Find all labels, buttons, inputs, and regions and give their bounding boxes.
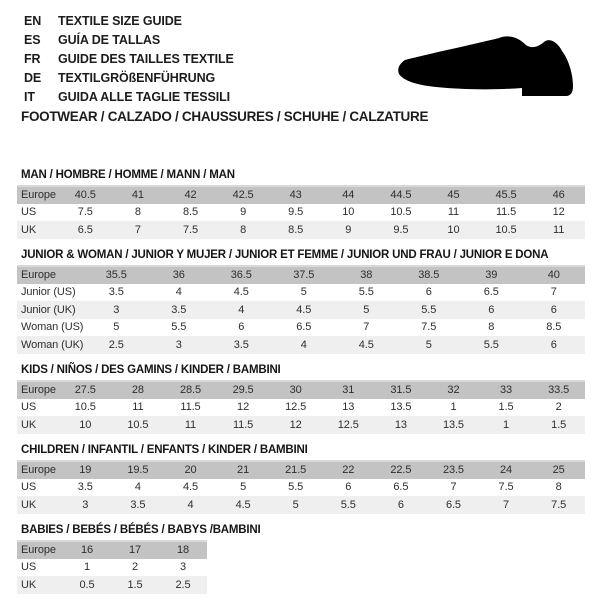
size-cell: 6.5 <box>77 223 93 236</box>
size-cell: 2 <box>131 561 139 574</box>
size-table-section-babies <box>17 525 585 594</box>
size-cell: 7.5 <box>551 498 567 511</box>
size-cell: 19 <box>79 464 92 477</box>
size-cell: 7 <box>363 321 370 334</box>
size-cell: 6 <box>397 498 404 511</box>
size-table-section-junior-woman <box>17 250 585 354</box>
size-cell: 4.5 <box>233 286 249 299</box>
size-cell: 2 <box>555 401 562 414</box>
table-row <box>17 381 585 399</box>
row-label: Europe <box>21 189 56 202</box>
size-table-junior-woman <box>17 265 585 354</box>
size-cell: 28.5 <box>179 384 201 397</box>
row-label: Woman (UK) <box>21 338 84 351</box>
size-cell: 1.5 <box>498 401 514 414</box>
table-row <box>17 399 585 417</box>
size-cell: 6.5 <box>445 498 461 511</box>
size-cell: 4 <box>134 481 141 494</box>
size-cell: 10.5 <box>74 401 96 414</box>
size-cell: 11 <box>132 401 144 414</box>
size-cell: 6.5 <box>393 481 409 494</box>
size-cell: 35.5 <box>105 269 127 282</box>
table-row <box>17 319 585 337</box>
size-cell: 4 <box>300 338 307 351</box>
size-cell: 8 <box>488 321 495 334</box>
size-cell: 1 <box>503 418 510 431</box>
row-label: US <box>21 481 37 494</box>
size-cell: 18 <box>176 544 190 557</box>
size-cell: 33 <box>500 384 513 397</box>
size-cell: 3.5 <box>108 286 124 299</box>
language-row-es <box>24 31 234 50</box>
size-table-section-kids <box>17 365 585 434</box>
category-heading: FOOTWEAR / CALZADO / CHAUSSURES / SCHUHE / CALZATURE <box>21 109 429 124</box>
size-cell: 3.5 <box>77 481 93 494</box>
table-row <box>17 266 585 284</box>
size-cell: 3.5 <box>130 498 146 511</box>
row-label: Europe <box>21 384 56 397</box>
section-title-junior-woman: JUNIOR & WOMAN / JUNIOR Y MUJER / JUNIOR ET FEMME / JUNIOR UND FRAU / JUNIOR E DONA <box>21 249 549 261</box>
size-cell: 7 <box>550 286 557 299</box>
size-cell: 10 <box>342 206 355 219</box>
size-tables <box>17 170 585 594</box>
size-cell: 6 <box>550 338 557 351</box>
row-label: UK <box>21 578 37 591</box>
size-cell: 32 <box>447 384 460 397</box>
language-row-it <box>24 88 234 107</box>
size-cell: 9.5 <box>288 206 304 219</box>
size-cell: 3.5 <box>233 338 249 351</box>
table-row <box>17 301 585 319</box>
size-cell: 12 <box>289 418 302 431</box>
size-cell: 3 <box>82 498 89 511</box>
size-cell: 6 <box>425 286 432 299</box>
size-cell: 39 <box>485 269 498 282</box>
size-cell: 5 <box>363 303 370 316</box>
size-cell: 4.5 <box>235 498 251 511</box>
language-code: EN <box>24 14 42 28</box>
size-cell: 5.5 <box>358 286 374 299</box>
size-cell: 13.5 <box>442 418 464 431</box>
size-cell: 10.5 <box>495 223 517 236</box>
row-label: Junior (UK) <box>21 303 76 316</box>
size-cell: 10 <box>447 223 460 236</box>
section-title-man: MAN / HOMBRE / HOMME / MANN / MAN <box>21 169 235 181</box>
size-cell: 5 <box>240 481 247 494</box>
language-title: TEXTILGRÖßENFÜHRUNG <box>58 71 216 85</box>
size-cell: 13 <box>342 401 355 414</box>
size-cell: 6 <box>488 303 495 316</box>
language-title: GUIDE DES TAILLES TEXTILE <box>58 52 234 66</box>
dress-shoe-icon <box>396 34 574 100</box>
size-cell: 4 <box>238 303 245 316</box>
table-row <box>17 204 585 222</box>
size-cell: 17 <box>128 544 142 557</box>
size-cell: 5.5 <box>483 338 499 351</box>
size-cell: 40 <box>547 269 560 282</box>
size-cell: 8 <box>134 206 141 219</box>
size-cell: 23.5 <box>442 464 464 477</box>
size-cell: 31 <box>342 384 355 397</box>
size-cell: 5.5 <box>340 498 356 511</box>
size-cell: 36.5 <box>230 269 252 282</box>
size-cell: 7.5 <box>421 321 437 334</box>
table-row <box>17 461 585 479</box>
size-cell: 6 <box>238 321 245 334</box>
size-cell: 12 <box>237 401 250 414</box>
size-cell: 8 <box>240 223 247 236</box>
size-cell: 10.5 <box>127 418 149 431</box>
size-cell: 8.5 <box>288 223 304 236</box>
size-cell: 9.5 <box>393 223 409 236</box>
size-table-man <box>17 185 585 239</box>
size-cell: 5 <box>113 321 120 334</box>
size-cell: 7 <box>134 223 141 236</box>
row-label: UK <box>21 498 37 511</box>
size-cell: 40.5 <box>74 189 96 202</box>
language-code: IT <box>24 90 35 104</box>
size-table-kids <box>17 380 585 434</box>
language-title: GUÍA DE TALLAS <box>58 33 161 47</box>
size-cell: 5.5 <box>288 481 304 494</box>
size-cell: 9 <box>240 206 247 219</box>
size-cell: 1 <box>450 401 457 414</box>
size-cell: 3 <box>113 303 120 316</box>
size-cell: 5.5 <box>171 321 187 334</box>
row-label: Europe <box>21 269 56 282</box>
table-row <box>17 336 585 354</box>
size-cell: 6 <box>345 481 352 494</box>
table-row <box>17 496 585 514</box>
size-cell: 4.5 <box>358 338 374 351</box>
size-cell: 2.5 <box>175 578 191 591</box>
language-title-list <box>24 12 234 107</box>
language-row-fr <box>24 50 234 69</box>
size-cell: 27.5 <box>74 384 96 397</box>
size-cell: 13.5 <box>390 401 412 414</box>
table-row <box>17 221 585 239</box>
size-cell: 43 <box>289 189 302 202</box>
size-cell: 7.5 <box>498 481 514 494</box>
size-table-children <box>17 460 585 514</box>
row-label: UK <box>21 418 37 431</box>
size-cell: 12.5 <box>285 401 307 414</box>
size-cell: 11.5 <box>495 206 517 219</box>
size-cell: 1.5 <box>551 418 567 431</box>
size-cell: 1.5 <box>127 578 143 591</box>
size-cell: 6 <box>550 303 557 316</box>
size-table-babies <box>17 540 207 594</box>
section-title-children: CHILDREN / INFANTIL / ENFANTS / KINDER / BAMBINI <box>21 444 308 456</box>
size-cell: 31.5 <box>390 384 412 397</box>
size-cell: 19.5 <box>127 464 149 477</box>
language-row-de <box>24 69 234 88</box>
size-cell: 41 <box>131 189 144 202</box>
size-cell: 8 <box>555 481 562 494</box>
size-cell: 45 <box>447 189 460 202</box>
row-label: Europe <box>21 464 56 477</box>
size-cell: 8.5 <box>546 321 562 334</box>
size-table-section-children <box>17 445 585 514</box>
size-cell: 21.5 <box>285 464 307 477</box>
size-cell: 1 <box>83 561 91 574</box>
size-cell: 22 <box>342 464 355 477</box>
size-cell: 4.5 <box>182 481 198 494</box>
row-label: Woman (US) <box>21 321 84 334</box>
table-row <box>17 559 207 577</box>
table-row <box>17 284 585 302</box>
size-cell: 5.5 <box>421 303 437 316</box>
size-cell: 6.5 <box>483 286 499 299</box>
row-label: US <box>21 206 37 219</box>
size-cell: 12 <box>552 206 565 219</box>
table-row <box>17 576 207 594</box>
size-cell: 22.5 <box>390 464 412 477</box>
size-cell: 0.5 <box>79 578 95 591</box>
size-cell: 21 <box>237 464 250 477</box>
size-cell: 16 <box>80 544 94 557</box>
size-cell: 25 <box>552 464 565 477</box>
size-cell: 3 <box>179 561 187 574</box>
size-cell: 7 <box>450 481 457 494</box>
size-cell: 46 <box>552 189 565 202</box>
language-row-en <box>24 12 234 31</box>
section-title-kids: KIDS / NIÑOS / DES GAMINS / KINDER / BAMBINI <box>21 364 281 376</box>
size-cell: 33.5 <box>548 384 570 397</box>
size-cell: 11 <box>184 418 197 431</box>
size-cell: 13 <box>394 418 407 431</box>
language-title: GUIDA ALLE TAGLIE TESSILI <box>58 90 231 104</box>
row-label: US <box>21 561 37 574</box>
size-cell: 28 <box>131 384 144 397</box>
size-cell: 11.5 <box>180 401 201 414</box>
size-cell: 10.5 <box>390 206 412 219</box>
size-cell: 2.5 <box>108 338 124 351</box>
row-label: Europe <box>21 544 56 557</box>
size-cell: 5 <box>300 286 307 299</box>
size-cell: 24 <box>500 464 513 477</box>
size-cell: 38 <box>360 269 373 282</box>
size-cell: 6.5 <box>296 321 312 334</box>
size-cell: 3.5 <box>171 303 187 316</box>
size-cell: 38.5 <box>418 269 440 282</box>
size-cell: 29.5 <box>232 384 254 397</box>
row-label: Junior (US) <box>21 286 76 299</box>
size-cell: 44.5 <box>390 189 412 202</box>
size-cell: 45.5 <box>495 189 517 202</box>
size-cell: 7.5 <box>182 223 198 236</box>
size-cell: 4.5 <box>296 303 312 316</box>
size-cell: 12.5 <box>337 418 359 431</box>
size-cell: 4 <box>175 286 182 299</box>
size-cell: 10 <box>79 418 92 431</box>
language-code: FR <box>24 52 41 66</box>
size-cell: 37.5 <box>293 269 315 282</box>
size-cell: 42.5 <box>232 189 254 202</box>
section-title-babies: BABIES / BEBÉS / BÉBÉS / BABYS /BAMBINI <box>21 524 261 536</box>
size-cell: 11 <box>447 206 460 219</box>
table-row <box>17 416 585 434</box>
size-cell: 7 <box>503 498 510 511</box>
size-cell: 8.5 <box>182 206 198 219</box>
language-code: ES <box>24 33 41 47</box>
table-row <box>17 541 207 559</box>
size-cell: 20 <box>184 464 197 477</box>
size-cell: 11 <box>553 223 565 236</box>
table-row <box>17 479 585 497</box>
language-code: DE <box>24 71 42 85</box>
size-cell: 4 <box>187 498 194 511</box>
size-cell: 11.5 <box>232 418 254 431</box>
size-table-section-man <box>17 170 585 239</box>
size-cell: 5 <box>425 338 432 351</box>
table-row <box>17 186 585 204</box>
size-cell: 36 <box>172 269 185 282</box>
size-cell: 3 <box>175 338 182 351</box>
size-cell: 44 <box>342 189 355 202</box>
row-label: US <box>21 401 37 414</box>
size-cell: 5 <box>292 498 299 511</box>
size-cell: 30 <box>289 384 302 397</box>
size-cell: 7.5 <box>77 206 93 219</box>
size-cell: 9 <box>345 223 352 236</box>
size-cell: 42 <box>184 189 197 202</box>
language-title: TEXTILE SIZE GUIDE <box>58 14 182 28</box>
row-label: UK <box>21 223 37 236</box>
